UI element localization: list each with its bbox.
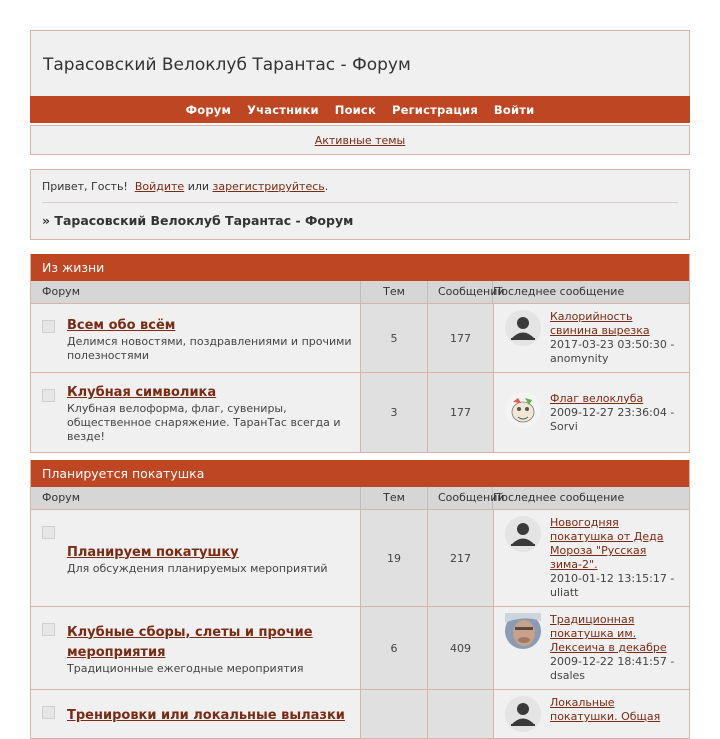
site-header [30,30,690,96]
subnav [30,125,690,155]
topics-count: 19 [361,510,428,606]
last-post-cell [494,304,689,372]
forum-status-icon [42,623,55,636]
category-title: Планируется покатушка [31,460,689,487]
last-post-cell [494,690,689,738]
col-forum-header: Форум [31,281,361,303]
last-post-meta: 2009-12-22 18:41:57 - dsales [550,655,675,682]
page [30,30,690,739]
divider [42,202,678,203]
avatar[interactable] [505,613,541,649]
forum-row [31,372,689,452]
forum-title-link[interactable]: Планируем покатушку [67,544,239,560]
forum-row [31,303,689,372]
avatar[interactable] [505,516,541,552]
forum-cell [31,373,361,452]
nav-search[interactable]: Поиск [334,102,376,117]
forum-status-icon [42,526,55,539]
category-title: Из жизни [31,254,689,281]
col-last-header: Последнее сообщение [493,491,625,504]
greeting-line: Привет, Гость! Войдите или зарегистрируйтесь. [42,180,329,193]
topics-count: 6 [361,607,428,689]
avatar[interactable] [505,392,541,428]
forum-status-icon [42,389,55,402]
topics-count: 5 [361,304,428,372]
col-last-header: Последнее сообщение [493,285,625,298]
forum-description: Традиционные ежегодные мероприятия [67,661,304,675]
forum-title-link[interactable]: Клубная символика [67,385,217,400]
posts-count: 409 [428,607,494,689]
forum-cell [31,690,361,738]
posts-count: 177 [428,304,494,372]
last-post-cell [494,373,689,452]
avatar[interactable] [505,310,541,346]
nav-login[interactable]: Войти [493,102,535,117]
posts-count: 217 [428,510,494,606]
last-post-meta: 2017-03-23 03:50:30 - anomynity [550,338,675,365]
col-topics-header: Тем [361,281,428,303]
last-post-link[interactable]: Локальные покатушки. Общая [550,696,661,723]
last-post-link[interactable]: Флаг велоклуба [550,391,644,405]
col-forum-header: Форум [31,487,361,509]
welcome-box [30,169,690,240]
col-posts-header: Сообщений [428,487,493,509]
or-text: или [187,180,210,193]
forum-cell [31,304,361,372]
forum-row [31,509,689,606]
forum-row [31,689,689,738]
col-posts-header: Сообщений [428,281,493,303]
posts-count: 177 [428,373,494,452]
login-link[interactable]: Войдите [134,180,185,193]
forum-title-link[interactable]: Клубные сборы, слеты и прочие мероприятия [67,624,313,660]
forum-description: Клубная велоформа, флаг, сувениры, общественное снаряжение. ТаранТас всегда и везде! [67,402,341,443]
category-table [30,460,690,739]
active-topics-link[interactable]: Активные темы [314,133,406,147]
last-post-link[interactable]: Традиционная покатушка им. Лексеича в декабре [550,613,667,654]
forum-row [31,606,689,689]
site-title: Тарасовский Велоклуб Тарантас - Форум [43,54,411,75]
register-link[interactable]: зарегистрируйтесь [212,180,325,193]
forum-description: Для обсуждения планируемых мероприятий [67,561,328,575]
avatar[interactable] [505,696,541,732]
last-post-cell [494,510,689,606]
greeting-text: Привет, Гость! [42,180,128,193]
forum-title-link[interactable]: Тренировки или локальные вылазки [67,707,345,723]
nav-forum[interactable]: Форум [185,102,232,117]
col-topics-header: Тем [361,487,428,509]
forum-status-icon [42,320,55,333]
forum-cell [31,607,361,689]
category-table [30,254,690,453]
posts-count [428,690,494,738]
nav-register[interactable]: Регистрация [391,102,478,117]
column-headers [31,281,689,303]
nav-members[interactable]: Участники [247,102,319,117]
last-post-meta: 2009-12-27 23:36:04 - Sorvi [550,405,675,433]
breadcrumb: » Тарасовский Велоклуб Тарантас - Форум [42,213,354,228]
last-post-link[interactable]: Новогодняя покатушка от Деда Мороза "Русская зима-2". [550,516,664,571]
forum-cell [31,510,361,606]
column-headers [31,487,689,509]
forum-description: Делимся новостями, поздравлениями и прочими полезностями [67,334,352,362]
topics-count: 3 [361,373,428,452]
topics-count [361,690,428,738]
last-post-meta: 2010-01-12 13:15:17 - uliatt [550,572,675,599]
forum-status-icon [42,706,55,719]
last-post-cell [494,607,689,689]
forum-title-link[interactable]: Всем обо всём [67,317,176,333]
main-nav [30,96,690,123]
last-post-link[interactable]: Калорийность свинина вырезка [550,310,650,337]
